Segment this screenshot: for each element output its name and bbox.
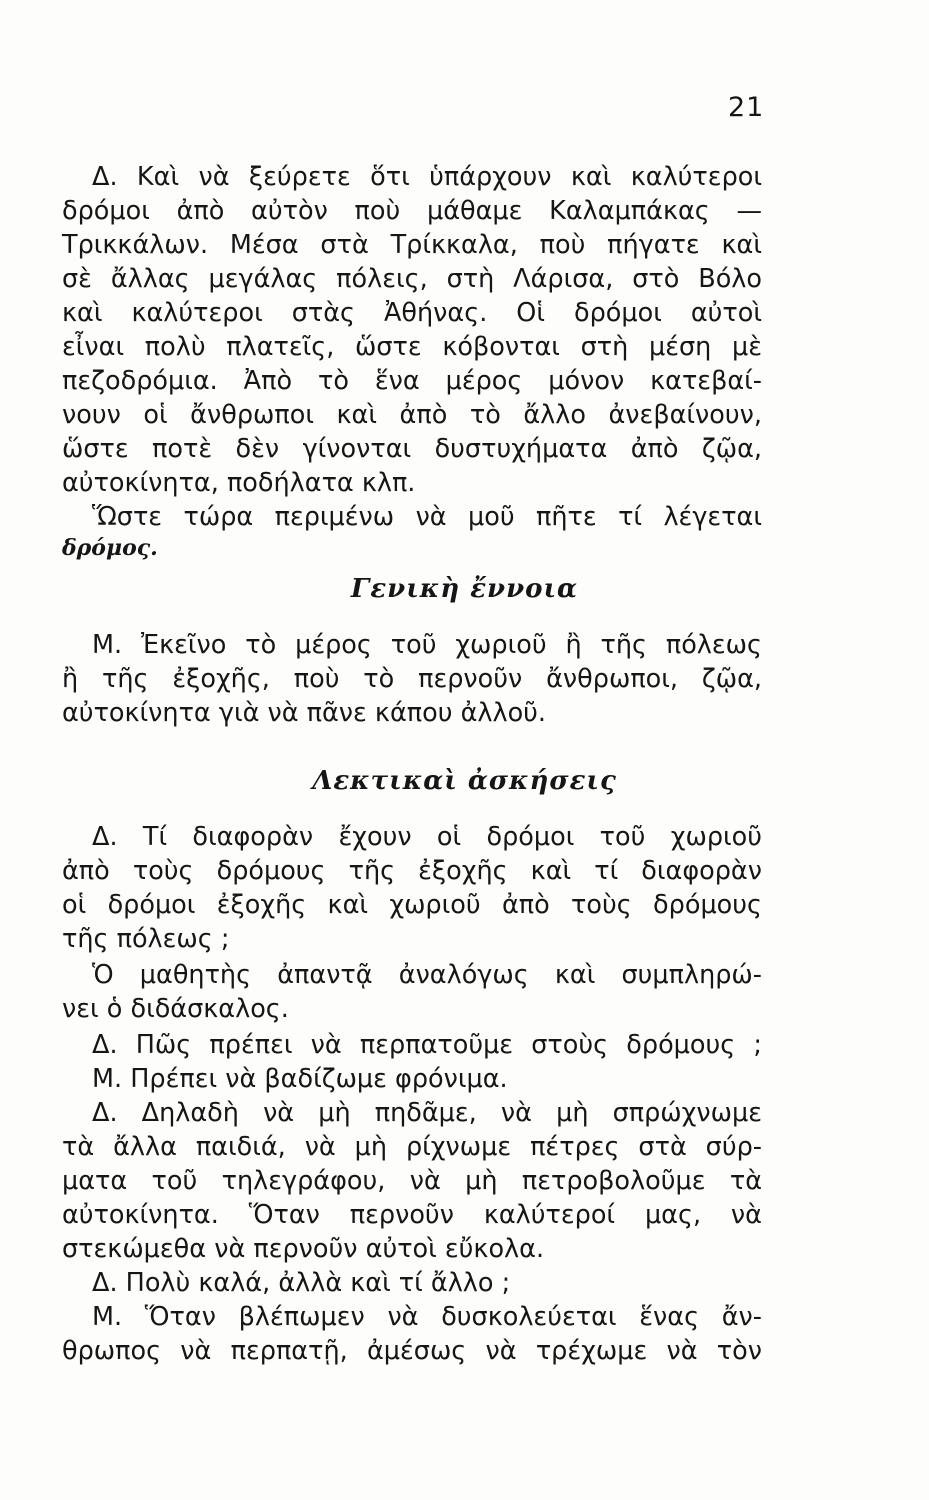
text-line: νει ὁ διδάσκαλος. [62,994,289,1024]
text-line: Τρικκάλων. Μέσα στὰ Τρίκκαλα, ποὺ πήγατε καὶ [62,230,762,260]
text-line: Δ. Πολὺ καλά, ἀλλὰ καὶ τί ἄλλο ; [92,1268,511,1298]
text-line: θρωπος νὰ περπατῇ, ἀμέσως νὰ τρέχωμε νὰ τὸν [62,1336,762,1366]
emphasized-term: δρόμος. [62,535,158,561]
section-heading: Λεκτικαὶ ἀσκήσεις [312,766,617,796]
text-line: καὶ καλύτεροι στὰς Ἀθήνας. Οἱ δρόμοι αὐτοὶ [62,298,762,328]
text-line: Δ. Δηλαδὴ νὰ μὴ πηδᾶμε, νὰ μὴ σπρώχνωμε [92,1098,762,1128]
text-line: δρόμοι ἀπὸ αὐτὸν ποὺ μάθαμε Καλαμπάκας — [62,196,762,226]
text-line: οἱ δρόμοι ἐξοχῆς καὶ χωριοῦ ἀπὸ τοὺς δρόμους [62,890,762,920]
text-line: σὲ ἄλλας μεγάλας πόλεις, στὴ Λάρισα, στὸ Βόλο [62,264,762,294]
text-line: Μ. Ἐκεῖνο τὸ μέρος τοῦ χωριοῦ ἢ τῆς πόλεως [92,630,762,660]
text-line: ματα τοῦ τηλεγράφου, νὰ μὴ πετροβολοῦμε τὰ [62,1166,762,1196]
text-line: Δ. Καὶ νὰ ξεύρετε ὅτι ὑπάρχουν καὶ καλύτεροι [92,162,762,192]
text-line: αὐτοκίνητα, ποδήλατα κλπ. [62,468,416,498]
text-line: αὐτοκίνητα γιὰ νὰ πᾶνε κάπου ἀλλοῦ. [62,698,547,728]
page-number: 21 [728,92,765,123]
text-line: ἀπὸ τοὺς δρόμους τῆς ἐξοχῆς καὶ τί διαφορὰν [62,856,762,886]
text-line: τῆς πόλεως ; [62,924,230,954]
text-line: Δ. Πῶς πρέπει νὰ περπατοῦμε στοὺς δρόμους ; [92,1030,762,1060]
text-line: αὐτοκίνητα. Ὅταν περνοῦν καλύτεροί μας, νὰ [62,1200,762,1230]
text-line: στεκώμεθα νὰ περνοῦν αὐτοὶ εὔκολα. [62,1234,545,1264]
text-line: τὰ ἄλλα παιδιά, νὰ μὴ ρίχνωμε πέτρες στὰ σύρ- [62,1132,762,1162]
text-line: νουν οἱ ἄνθρωποι καὶ ἀπὸ τὸ ἄλλο ἀνεβαίνουν, [62,400,762,430]
text-line: ὥστε ποτὲ δὲν γίνονται δυστυχήματα ἀπὸ ζῷα, [62,434,762,464]
text-line: εἶναι πολὺ πλατεῖς, ὥστε κόβονται στὴ μέση μὲ [62,332,762,362]
text-line: Μ. Ὅταν βλέπωμεν νὰ δυσκολεύεται ἕνας ἄν- [92,1302,762,1332]
text-line: ἢ τῆς ἐξοχῆς, ποὺ τὸ περνοῦν ἄνθρωποι, ζῷα, [62,664,762,694]
text-line: Ὥστε τώρα περιμένω νὰ μοῦ πῆτε τί λέγεται [92,502,762,532]
text-line [62,530,762,565]
section-heading: Γενικὴ ἔννοια [350,574,579,604]
text-line: πεζοδρόμια. Ἀπὸ τὸ ἕνα μέρος μόνον κατεβαί- [62,366,762,396]
text-line: Μ. Πρέπει νὰ βαδίζωμε φρόνιμα. [92,1064,508,1094]
text-line: Δ. Τί διαφορὰν ἔχουν οἱ δρόμοι τοῦ χωριοῦ [92,822,762,852]
text-line: Ὁ μαθητὴς ἀπαντᾷ ἀναλόγως καὶ συμπληρώ- [92,960,762,990]
